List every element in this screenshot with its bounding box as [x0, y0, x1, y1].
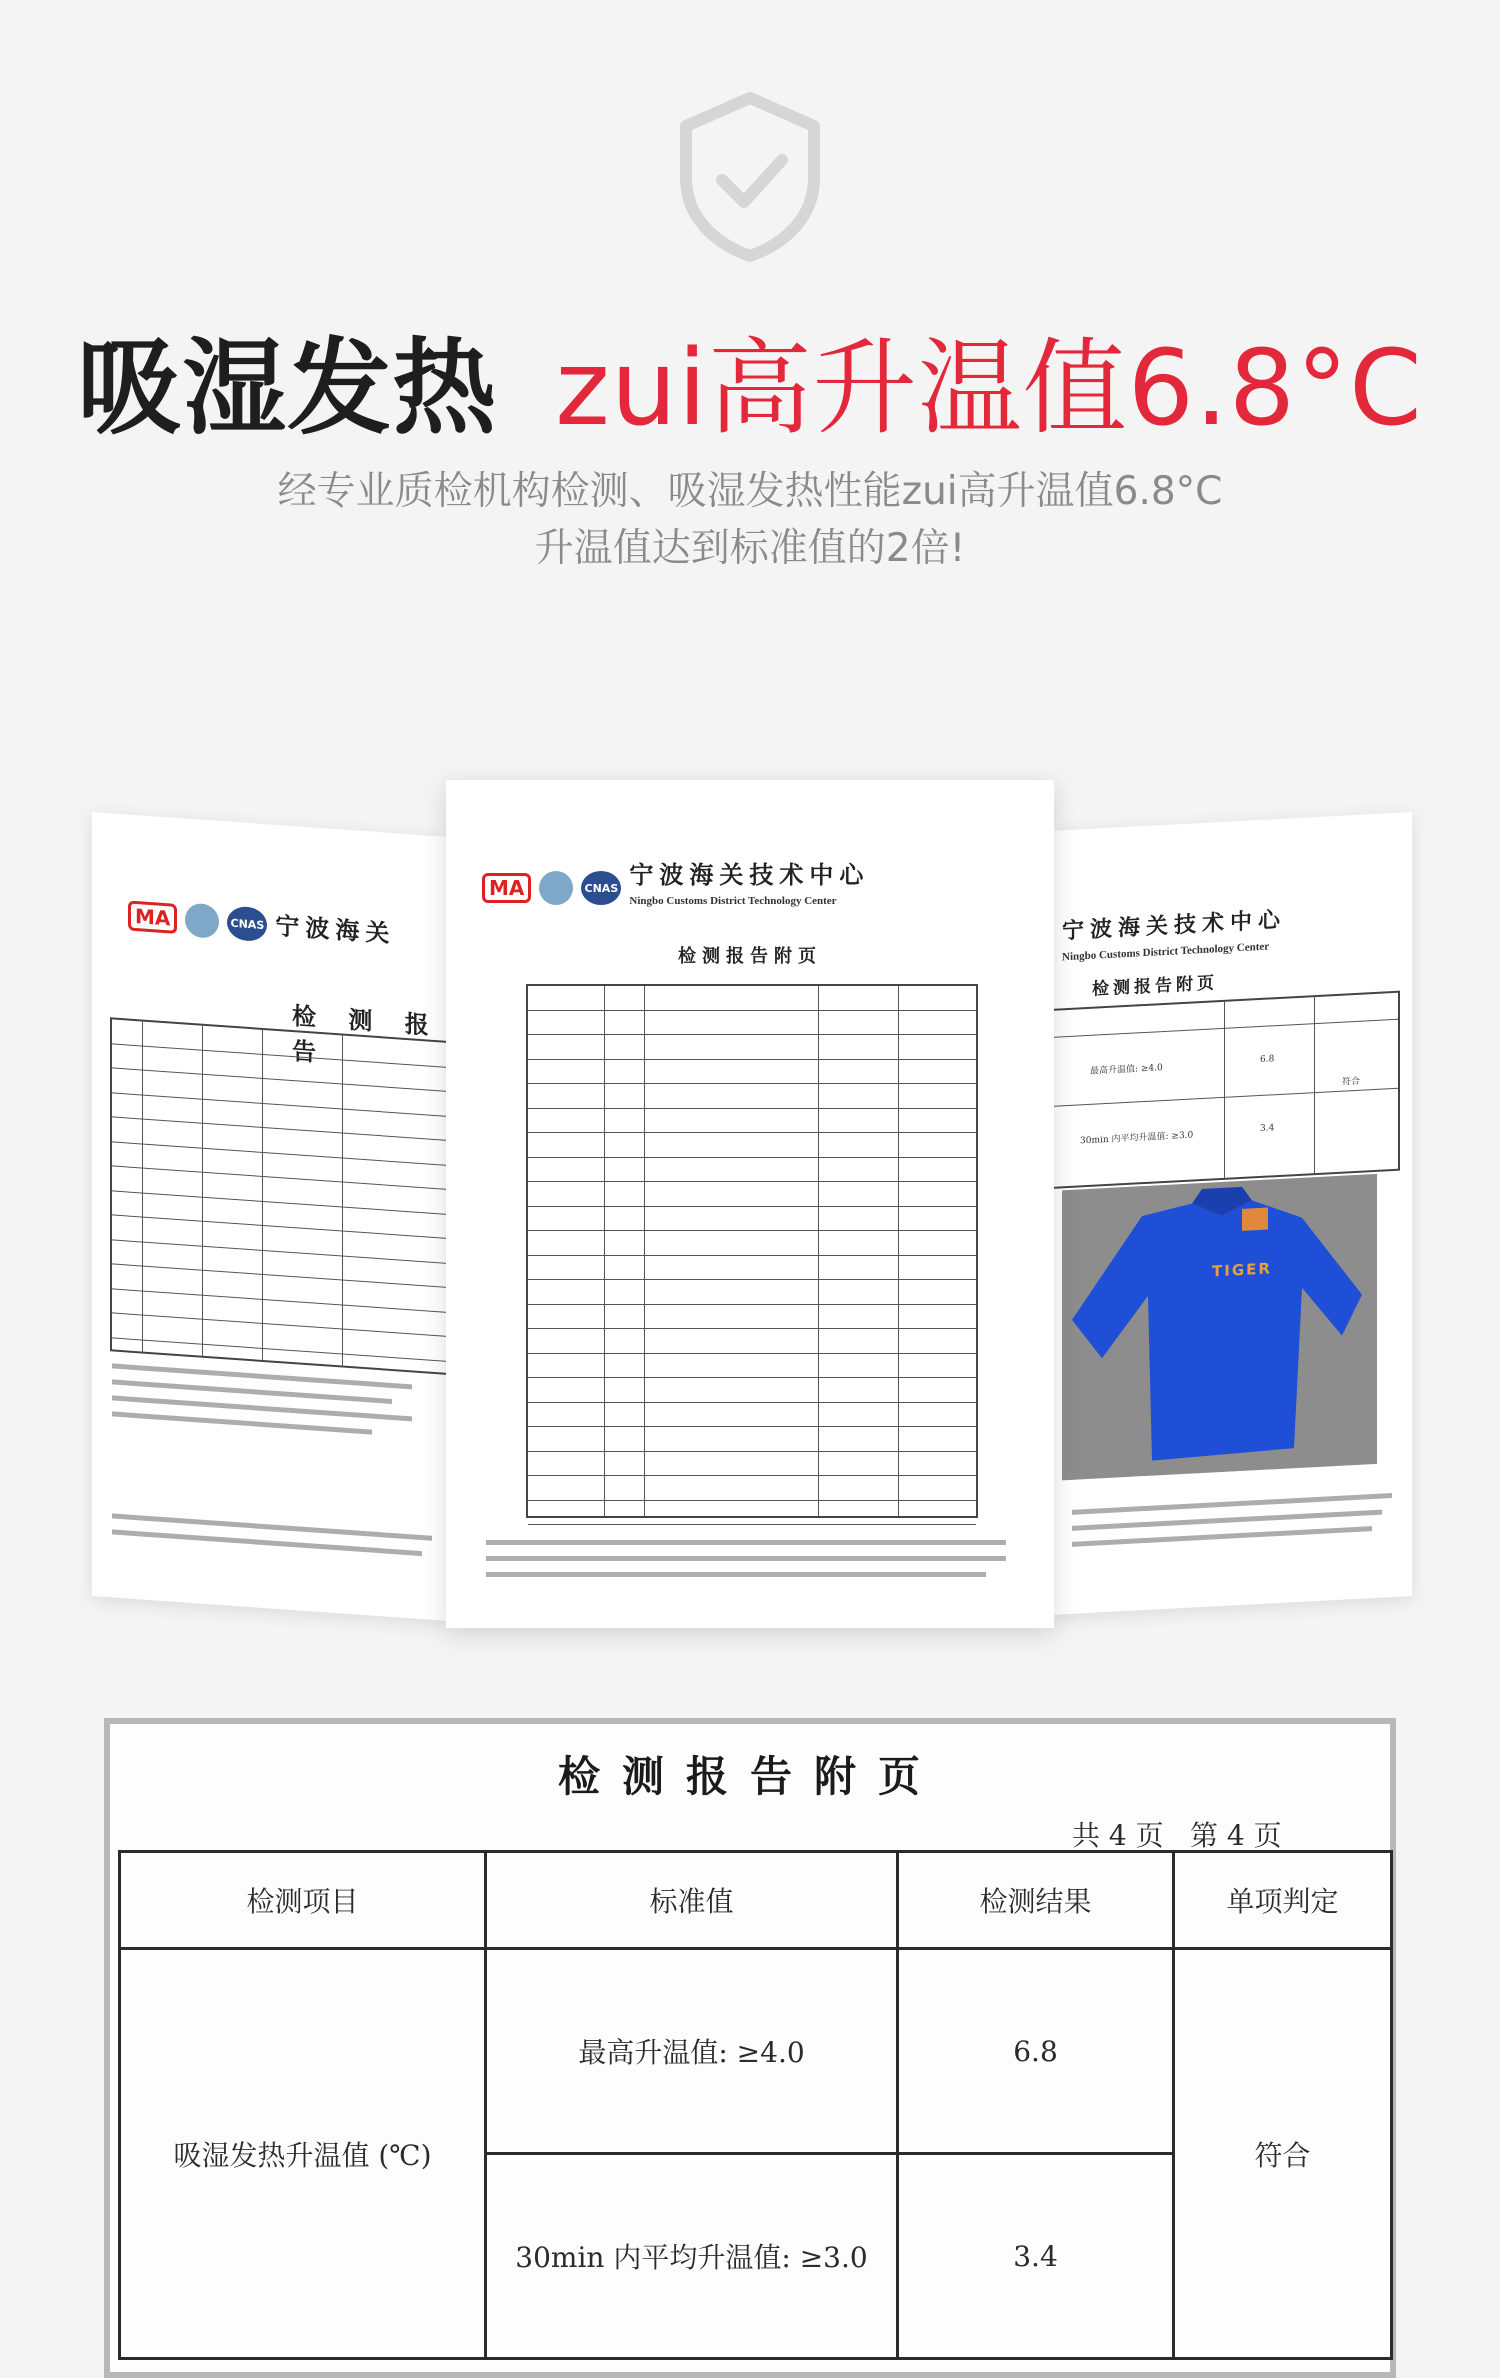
- table-row: [120, 1949, 1392, 2154]
- blue-sweater-image: [1062, 1174, 1377, 1481]
- page-total: 共 4 页: [1072, 1819, 1164, 1852]
- garment-photo: [1062, 1174, 1377, 1481]
- standard-value: 30min 内平均升温值: ≥3.0: [486, 2154, 898, 2359]
- report-title: 检测报告附页: [557, 1752, 942, 1801]
- row-2-result: 3.4: [1260, 1123, 1275, 1134]
- shirt-label: TIGER: [1212, 1259, 1272, 1281]
- row-verdict: 符合: [1342, 1076, 1361, 1088]
- cma-logo: MA: [128, 901, 177, 934]
- report-doc-right: [1052, 812, 1412, 1615]
- subtitle-line-2: 升温值达到标准值的2倍!: [534, 526, 966, 571]
- org-name: 宁波海关技术中心 Ningbo Customs District Technology Center: [629, 860, 870, 907]
- subtitle-line-1: 经专业质检机构检测、吸湿发热性能zui高升温值6.8°C: [277, 469, 1223, 514]
- cnas-logo: CNAS: [581, 871, 621, 905]
- page-current: 第 4 页: [1190, 1819, 1282, 1852]
- item-name: 吸湿发热升温值 (℃): [120, 1949, 486, 2359]
- header-standard: 标准值: [486, 1852, 898, 1949]
- doc-left-title: 检 测 报 告: [292, 1000, 441, 1068]
- row-1-standard: 最高升温值: ≥4.0: [1090, 1063, 1163, 1077]
- row-1-result: 6.8: [1260, 1054, 1275, 1065]
- header-verdict: 单项判定: [1174, 1852, 1392, 1949]
- doc-center-title: 检测报告附页: [678, 946, 822, 967]
- logo-group: [128, 899, 395, 952]
- shield-check-icon: [678, 92, 822, 262]
- report-doc-center: [446, 780, 1054, 1628]
- standard-value: 最高升温值: ≥4.0: [486, 1949, 898, 2154]
- doc-left-table: [110, 1017, 447, 1375]
- report-excerpt: [104, 1718, 1396, 2378]
- report-doc-left: [92, 812, 447, 1621]
- header-result: 检测结果: [898, 1852, 1174, 1949]
- headline-black: 吸湿发热: [77, 327, 498, 449]
- table-header-row: [120, 1852, 1392, 1949]
- doc-center-table: [526, 984, 978, 1518]
- headline-red: zui高升温值6.8°C: [555, 327, 1423, 449]
- header-item: 检测项目: [120, 1852, 486, 1949]
- row-2-standard: 30min 内平均升温值: ≥3.0: [1080, 1130, 1194, 1147]
- result-value: 3.4: [898, 2154, 1174, 2359]
- verdict: 符合: [1174, 1949, 1392, 2359]
- cnas-logo: CNAS: [227, 905, 267, 942]
- ilac-logo: [185, 903, 219, 939]
- cma-logo: MA: [482, 873, 531, 903]
- doc-right-table: [1052, 991, 1400, 1189]
- logo-group: [1062, 907, 1286, 971]
- ilac-logo: [539, 871, 573, 905]
- headline: [0, 318, 1500, 458]
- logo-group: [482, 862, 869, 914]
- doc-right-title: 检测报告附页: [1092, 973, 1218, 1000]
- org-name: 宁波海关: [275, 910, 396, 949]
- report-table: [118, 1850, 1393, 2360]
- result-value: 6.8: [898, 1949, 1174, 2154]
- org-name: 宁波海关技术中心 Ningbo Customs District Technology Center: [1062, 906, 1287, 964]
